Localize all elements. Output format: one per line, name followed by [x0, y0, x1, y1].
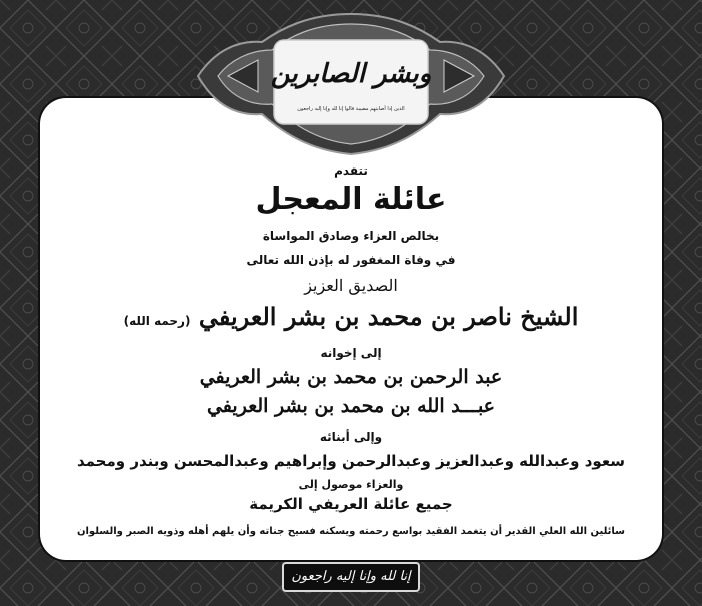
brothers-label: إلى إخوانه [320, 346, 382, 360]
emblem-verse: وبشر الصابرين [270, 59, 432, 89]
footer-verse: إنا لله وإنا إليه راجعون [291, 569, 411, 584]
brother-2: عبـــد الله بن محمد بن بشر العريفي [206, 395, 496, 417]
emblem-subverse: الذين إذا أصابتهم مصيبة قالوا إنا لله وإنا إليه راجعون [297, 106, 405, 112]
relation-label: الصديق العزيز [304, 276, 398, 295]
extended-label: والعزاء موصول إلى [298, 478, 404, 491]
sons-names: سعود وعبدالله وعبدالعزيز وعبدالرحمن وإبراهيم وعبدالمحسن وبندر ومحمد [76, 452, 626, 470]
deceased-name: الشيخ ناصر بن محمد بن بشر العريفي [198, 302, 579, 331]
whole-family: جميع عائلة العريفي الكريمة [249, 495, 453, 513]
deceased-prayer: (رحمه الله) [123, 314, 191, 328]
brother-1: عبد الرحمن بن محمد بن بشر العريفي [199, 366, 503, 388]
death-line: في وفاة المغفور له بإذن الله تعالى [246, 253, 456, 267]
deceased-name-line [40, 302, 662, 331]
sons-label: وإلى أبنائه [319, 430, 383, 444]
closing-prayer: سائلين الله العلي القدير أن يتغمد الفقيد بواسع رحمته ويسكنه فسيح جناته وأن يلهم أهله وذويه الصبر والسلوان [76, 526, 626, 537]
family-name: عائلة المعجل [255, 182, 447, 217]
presenter-label: تتقدم [334, 164, 368, 178]
condolence-line: بخالص العزاء وصادق المواساة [262, 229, 440, 243]
